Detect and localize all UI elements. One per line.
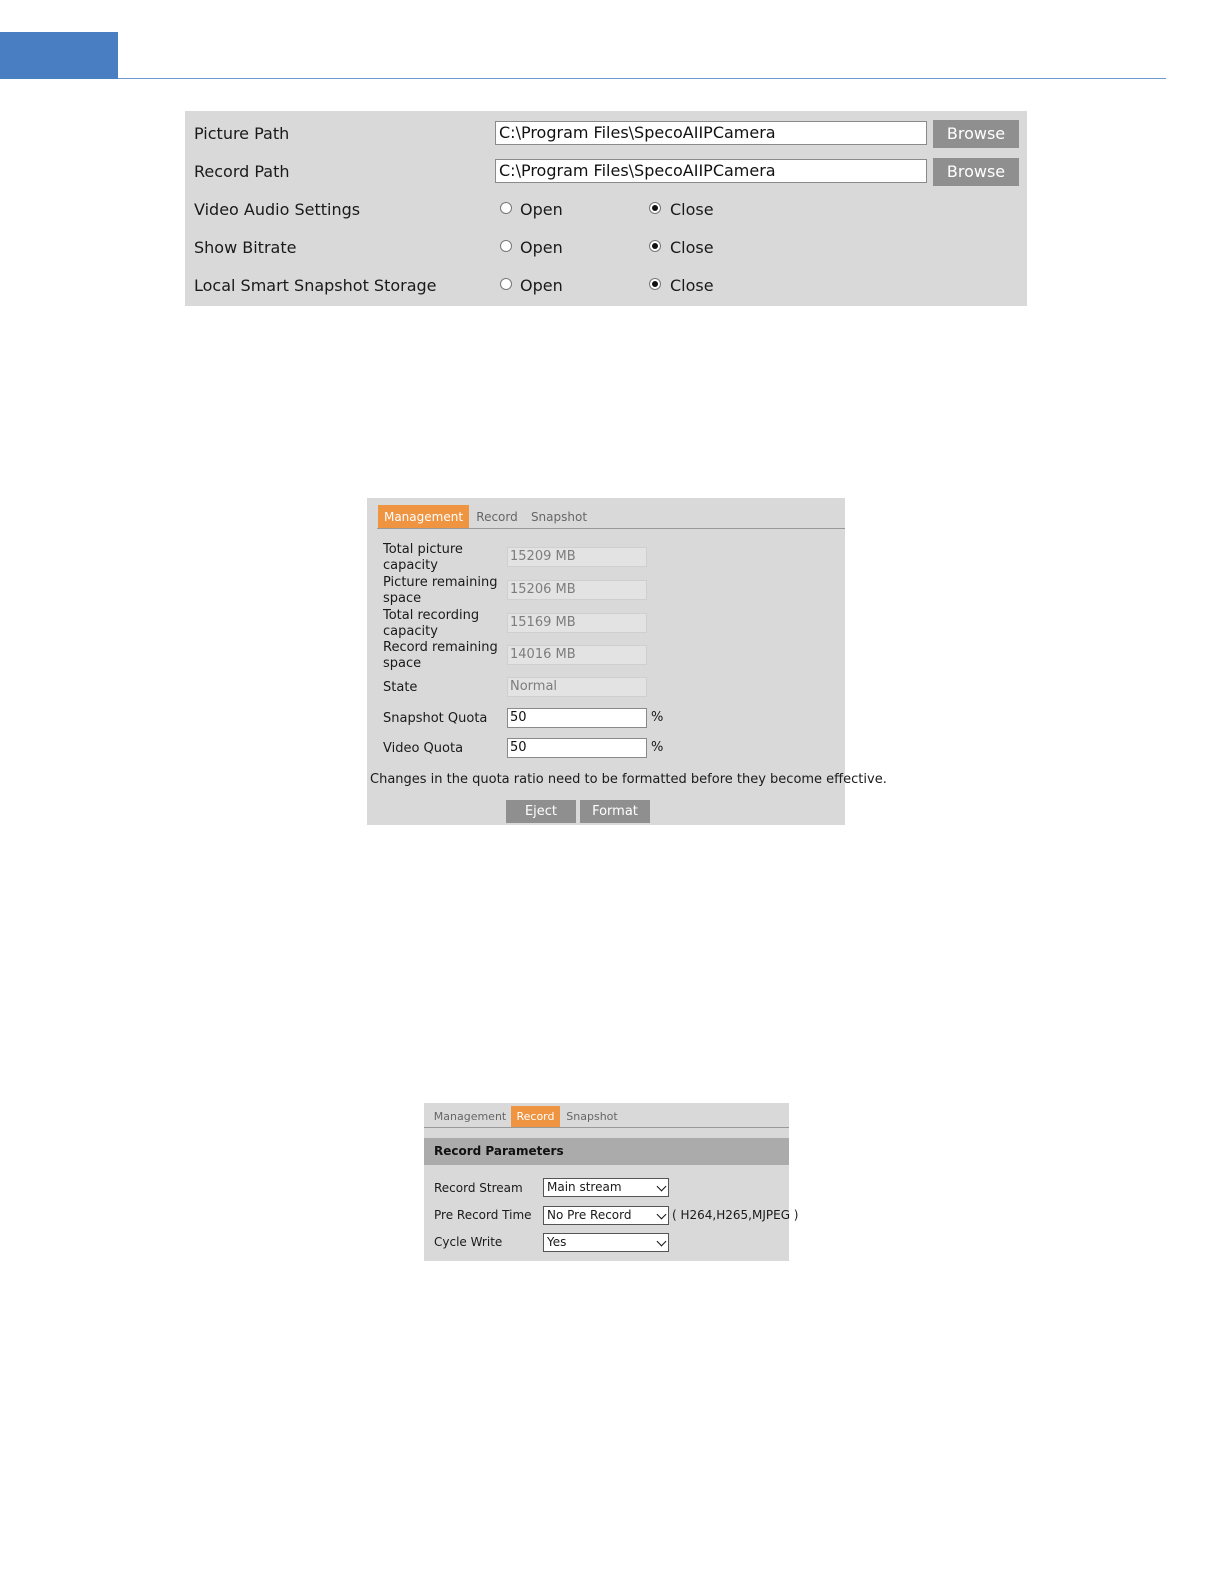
picture-path-browse-button[interactable]: Browse [933,120,1019,148]
smart-snapshot-close-radio[interactable] [649,278,661,290]
video-audio-close-radio[interactable] [649,202,661,214]
record-parameters-header: Record Parameters [424,1138,789,1165]
show-bitrate-open-label: Open [520,238,563,257]
snapshot-quota-unit: % [651,710,664,725]
record-path-row [185,157,1027,189]
cycle-write-label: Cycle Write [434,1235,503,1249]
video-quota-input[interactable]: 50 [507,738,647,758]
pre-record-time-select[interactable] [543,1206,669,1225]
header-rule [118,78,1166,79]
format-button[interactable]: Format [580,800,650,823]
tab-snapshot[interactable]: Snapshot [530,510,588,524]
picture-remaining-space-field: 15206 MB [507,580,647,600]
show-bitrate-open-radio[interactable] [500,240,512,252]
header-color-block [0,32,118,79]
record-stream-select[interactable] [543,1178,669,1197]
tab-snapshot[interactable]: Snapshot [566,1110,618,1123]
snapshot-quota-input[interactable]: 50 [507,708,647,728]
video-audio-settings-row [185,195,1027,227]
tab-divider [377,528,845,529]
chevron-down-icon [657,1237,667,1247]
tab-divider [424,1127,789,1128]
smart-snapshot-storage-row [185,271,1027,303]
video-quota-label: Video Quota [383,741,464,756]
video-audio-open-label: Open [520,200,563,219]
video-quota-unit: % [651,740,664,755]
chevron-down-icon [657,1210,667,1220]
pre-record-time-label: Pre Record Time [434,1208,532,1222]
record-remaining-space-label: Record remaining space [383,640,498,671]
state-label: State [383,680,418,695]
video-audio-open-radio[interactable] [500,202,512,214]
picture-path-row [185,119,1027,151]
picture-path-label: Picture Path [194,124,290,143]
state-field: Normal [507,677,647,697]
storage-tabbar [367,498,845,529]
tab-management[interactable]: Management [378,505,469,529]
snapshot-quota-label: Snapshot Quota [383,711,488,726]
record-stream-value: Main stream [547,1180,622,1194]
show-bitrate-row [185,233,1027,265]
smart-snapshot-close-label: Close [670,276,714,295]
smart-snapshot-open-radio[interactable] [500,278,512,290]
cycle-write-value: Yes [547,1235,567,1249]
picture-path-input[interactable]: C:\Program Files\SpecoAIIPCamera [495,121,927,145]
tab-record[interactable]: Record [511,1106,560,1127]
total-picture-capacity-field: 15209 MB [507,547,647,567]
video-audio-close-label: Close [670,200,714,219]
record-path-browse-button[interactable]: Browse [933,158,1019,186]
codec-note: ( H264,H265,MJPEG ) [672,1208,799,1222]
video-audio-settings-label: Video Audio Settings [194,200,361,219]
picture-remaining-space-label: Picture remaining space [383,575,498,606]
storage-management-panel [367,498,887,825]
quota-format-note: Changes in the quota ratio need to be formatted before they become effective. [370,772,887,787]
total-recording-capacity-field: 15169 MB [507,613,647,633]
chevron-down-icon [657,1182,667,1192]
record-stream-label: Record Stream [434,1181,523,1195]
tab-management[interactable]: Management [433,1110,507,1123]
record-remaining-space-field: 14016 MB [507,645,647,665]
smart-snapshot-storage-label: Local Smart Snapshot Storage [194,276,437,295]
eject-button[interactable]: Eject [506,800,576,823]
cycle-write-select[interactable] [543,1233,669,1252]
local-config-panel [185,111,1027,306]
total-recording-capacity-label: Total recording capacity [383,608,480,639]
record-path-label: Record Path [194,162,290,181]
show-bitrate-close-radio[interactable] [649,240,661,252]
smart-snapshot-open-label: Open [520,276,563,295]
record-settings-panel [424,1103,799,1261]
show-bitrate-label: Show Bitrate [194,238,297,257]
tab-record[interactable]: Record [476,510,518,524]
pre-record-time-value: No Pre Record [547,1208,632,1222]
show-bitrate-close-label: Close [670,238,714,257]
total-picture-capacity-label: Total picture capacity [383,542,463,573]
record-path-input[interactable]: C:\Program Files\SpecoAIIPCamera [495,159,927,183]
